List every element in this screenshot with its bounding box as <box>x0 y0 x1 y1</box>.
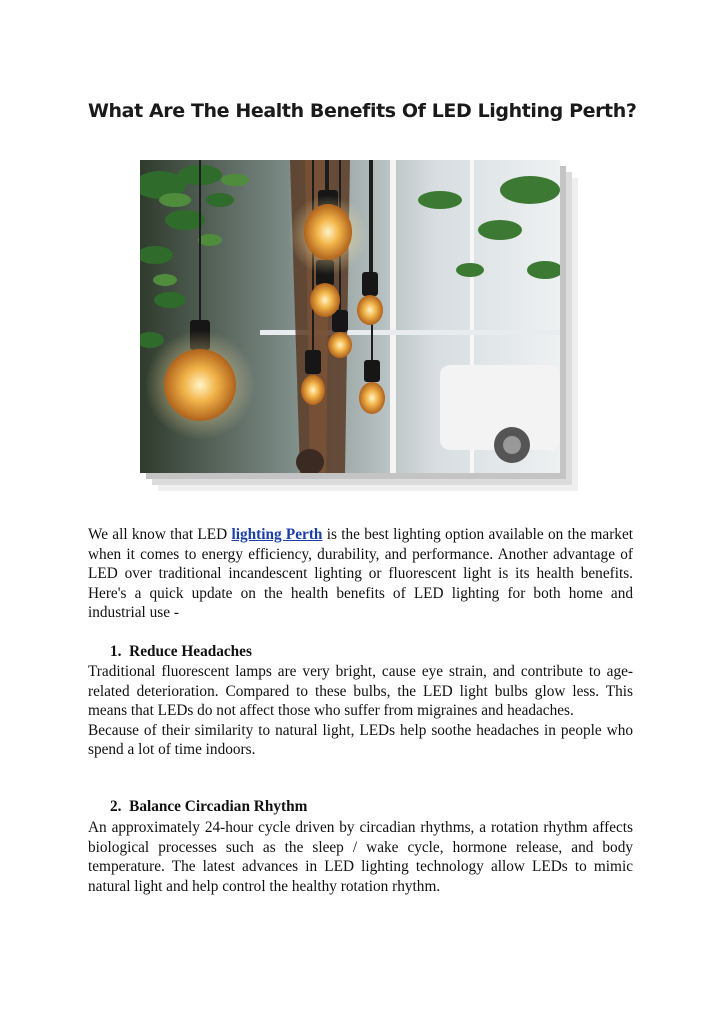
section-heading-circadian-rhythm <box>110 798 307 816</box>
section-number: 2. <box>110 798 122 815</box>
pendant-bulbs-illustration <box>140 160 560 473</box>
section-title: Balance Circadian Rhythm <box>129 798 308 815</box>
section-body-circadian-rhythm <box>88 818 633 896</box>
page-title: What Are The Health Benefits Of LED Lighting Perth? <box>88 100 637 122</box>
section-paragraph: Traditional fluorescent lamps are very bright, cause eye strain, and contribute to age-related deterioration. Compared to these bulbs, the LED light bulbs glow less. This means that LEDs do not affect those who suffer from migraines and headaches. <box>88 663 633 719</box>
section-paragraph: Because of their similarity to natural light, LEDs help soothe headaches in people who spend a lot of time indoors. <box>88 721 633 758</box>
lighting-perth-link[interactable]: lighting Perth <box>231 526 323 543</box>
section-number: 1. <box>110 643 122 660</box>
section-body-reduce-headaches <box>88 662 633 760</box>
section-paragraph: An approximately 24-hour cycle driven by circadian rhythms, a rotation rhythm affects biological processes such as the sleep / wake cycle, hormone release, and body temperature. The latest advances in LED lighting technology allow LEDs to mimic natural light and help control the healthy rotation rhythm. <box>88 819 633 895</box>
section-title: Reduce Headaches <box>129 643 252 660</box>
intro-paragraph <box>88 525 633 623</box>
article-photo <box>140 160 560 473</box>
section-heading-reduce-headaches <box>110 643 252 661</box>
intro-text-after: is the best lighting option available on the market when it comes to energy efficiency, durability, and performance. Another advantage of LED over traditional incandescent lighting or fluorescent light is its health benefits. Here's a quick update on the health benefits of LED lighting for both home and industrial use - <box>88 526 633 621</box>
intro-text-before: We all know that LED <box>88 526 232 543</box>
